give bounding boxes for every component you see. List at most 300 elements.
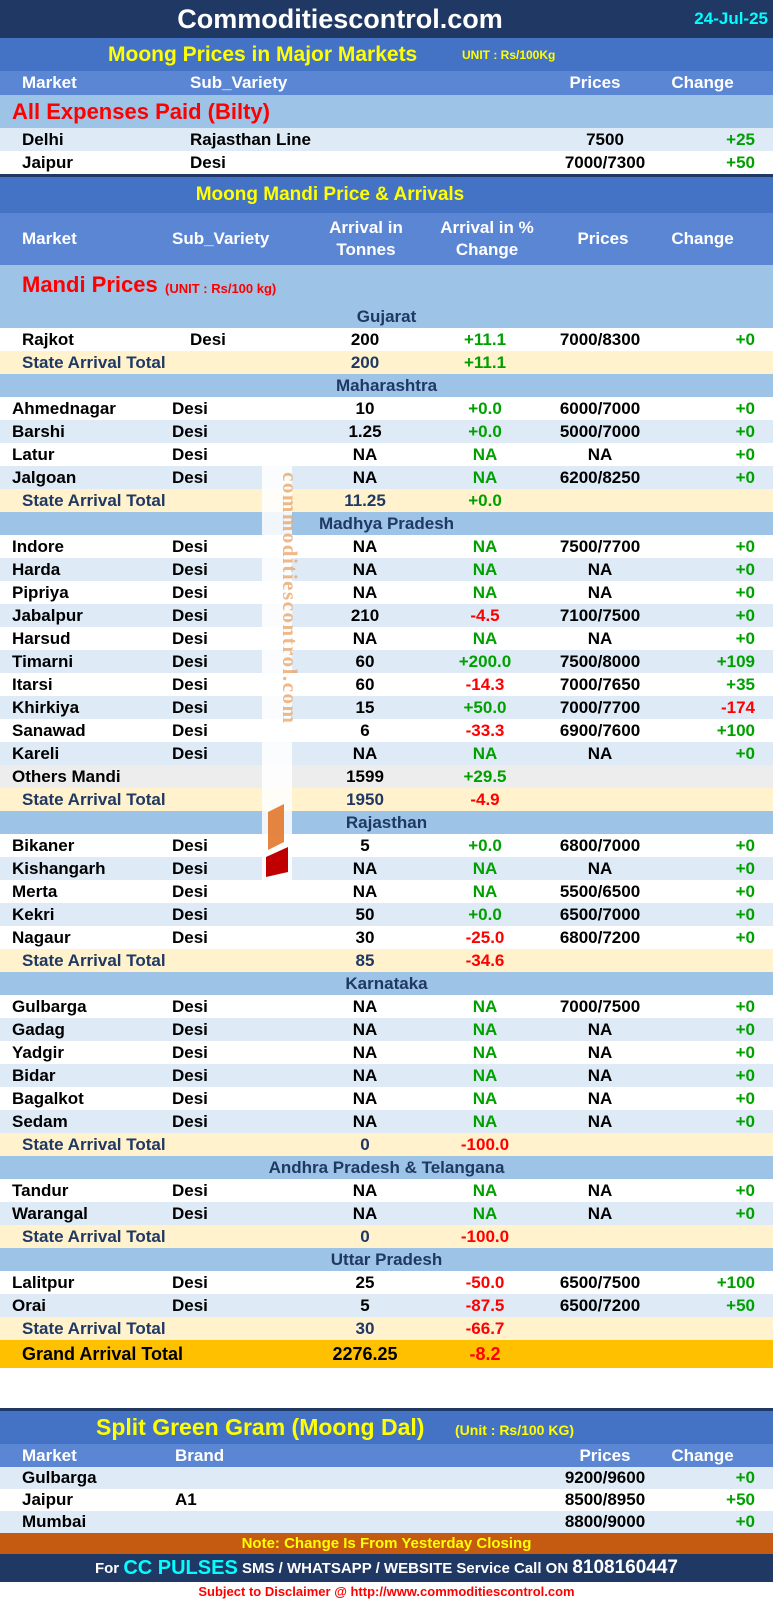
state-total-label: State Arrival Total (22, 789, 166, 809)
table-row (0, 420, 773, 443)
dal-row (0, 1511, 773, 1533)
change: +0 (735, 1512, 755, 1531)
change: +50 (726, 1490, 755, 1509)
change: +0 (735, 398, 755, 418)
market-name: Timarni (12, 651, 74, 671)
table-row (0, 1294, 773, 1317)
state-header (0, 305, 773, 328)
market-name: Orai (12, 1295, 47, 1315)
arrival-tonnes: NA (352, 1203, 378, 1223)
arrival-tonnes: NA (352, 1065, 378, 1085)
state-total-row (0, 788, 773, 811)
market-name: Kekri (12, 904, 55, 924)
price: 6800/7000 (559, 835, 641, 855)
state-total-row (0, 351, 773, 374)
state-name: Karnataka (345, 973, 428, 993)
state-name: Gujarat (356, 306, 417, 326)
table-row (0, 581, 773, 604)
market-name: Gadag (12, 1019, 65, 1039)
table-row (0, 1110, 773, 1133)
table-row (0, 1202, 773, 1225)
col-market: Market (22, 229, 77, 248)
change: +0 (735, 1203, 755, 1223)
market-name: Jabalpur (12, 605, 83, 625)
state-total-row (0, 1225, 773, 1248)
price: NA (587, 444, 613, 464)
arrival-tonnes: 11.25 (344, 490, 386, 510)
logo-icon (266, 804, 288, 877)
market-name: Tandur (12, 1180, 69, 1200)
arrival-pct: NA (472, 1180, 498, 1200)
arrival-pct: -87.5 (465, 1295, 505, 1315)
change: +0 (735, 1111, 755, 1131)
change: +0 (735, 881, 755, 901)
change: +0 (735, 444, 755, 464)
arrival-pct: -50.0 (465, 1272, 505, 1292)
market-name: Harda (12, 559, 61, 579)
arrival-pct: -4.5 (470, 605, 500, 625)
sub-variety: Desi (172, 858, 208, 878)
arrival-tonnes: NA (352, 1019, 378, 1039)
service-bar (0, 1554, 773, 1582)
arrival-tonnes: 10 (355, 398, 375, 418)
col-change: Change (671, 229, 734, 248)
price: 6000/7000 (559, 398, 641, 418)
table-row (0, 558, 773, 581)
arrival-pct: NA (472, 444, 498, 464)
arrival-pct: NA (472, 1065, 498, 1085)
disclaimer-bar (0, 1582, 773, 1600)
change: +0 (735, 858, 755, 878)
table-row (0, 857, 773, 880)
arrival-tonnes: NA (352, 444, 378, 464)
price: 5500/6500 (559, 881, 641, 901)
grand-total-arrival: 2276.25 (332, 1343, 398, 1364)
state-total-label: State Arrival Total (22, 950, 166, 970)
state-header (0, 972, 773, 995)
price: 8800/9000 (564, 1512, 646, 1531)
table-row (0, 673, 773, 696)
market-name: Pipriya (12, 582, 69, 602)
price: NA (587, 559, 613, 579)
state-total-label: State Arrival Total (22, 1318, 166, 1338)
table-row (0, 650, 773, 673)
arrival-pct: +0.0 (468, 835, 502, 855)
change: +0 (735, 605, 755, 625)
site-title[interactable]: Commoditiescontrol.com (177, 3, 503, 34)
arrival-tonnes: 30 (355, 1318, 375, 1338)
table-row (0, 1271, 773, 1294)
sub-variety: Desi (172, 1203, 208, 1223)
price: 6800/7200 (559, 927, 641, 947)
sub-variety: Desi (172, 398, 208, 418)
market-name: Gulbarga (22, 1468, 97, 1487)
state-total-label: State Arrival Total (22, 490, 166, 510)
arrival-tonnes: NA (352, 1042, 378, 1062)
sub-variety: Desi (172, 1019, 208, 1039)
brand: A1 (175, 1490, 197, 1509)
table-row (0, 1041, 773, 1064)
arrival-pct: NA (472, 1042, 498, 1062)
price: NA (587, 743, 613, 763)
change: +0 (735, 467, 755, 487)
arrival-pct: NA (472, 582, 498, 602)
arrival-pct: NA (472, 628, 498, 648)
market-name: Yadgir (12, 1042, 64, 1062)
change: +0 (735, 904, 755, 924)
service-for: For (94, 1559, 120, 1577)
sub-variety: Desi (172, 582, 208, 602)
arrival-tonnes: 25 (355, 1272, 375, 1292)
state-header (0, 1156, 773, 1179)
mandi-title-bar (0, 177, 773, 213)
change: +0 (735, 743, 755, 763)
sub-variety: Desi (172, 1088, 208, 1108)
state-header (0, 374, 773, 397)
dal-row (0, 1489, 773, 1511)
price: 6900/7600 (559, 720, 641, 740)
arrival-pct: -66.7 (465, 1318, 505, 1338)
change: +0 (735, 1019, 755, 1039)
arrival-tonnes: 210 (350, 605, 380, 625)
sub-variety: Desi (172, 536, 208, 556)
change: -174 (720, 697, 755, 717)
sub-variety: Desi (172, 605, 208, 625)
change: +0 (735, 1468, 755, 1487)
grand-total-row (0, 1340, 773, 1368)
table-row (0, 328, 773, 351)
mandi-title: Moong Mandi Price & Arrivals (195, 184, 465, 205)
table-row (0, 604, 773, 627)
price: 6200/8250 (559, 467, 641, 487)
arrival-tonnes: 30 (355, 927, 375, 947)
arrival-tonnes: 0 (360, 1226, 370, 1246)
state-total-label: State Arrival Total (22, 1134, 166, 1154)
market-name: Nagaur (12, 927, 71, 947)
arrival-tonnes: 85 (355, 950, 375, 970)
change: +0 (735, 835, 755, 855)
change: +0 (735, 996, 755, 1016)
arrival-tonnes: 5 (360, 1295, 370, 1315)
note-bar (0, 1533, 773, 1554)
arrival-pct: NA (472, 743, 498, 763)
market-name: Bikaner (12, 835, 75, 855)
market-name: Warangal (12, 1203, 88, 1223)
arrival-pct: -100.0 (460, 1226, 510, 1246)
state-total-row (0, 1317, 773, 1340)
price: NA (587, 582, 613, 602)
arrival-pct: NA (472, 536, 498, 556)
sub-variety: Desi (172, 1180, 208, 1200)
major-market-row (0, 151, 773, 174)
market-name: Kareli (12, 743, 60, 763)
change: +0 (735, 329, 755, 349)
sub-variety: Desi (172, 881, 208, 901)
market-name: Indore (12, 536, 64, 556)
table-row (0, 742, 773, 765)
market-name: Khirkiya (12, 697, 80, 717)
arrival-pct: NA (472, 1203, 498, 1223)
change: +0 (735, 559, 755, 579)
dal-title: Split Green Gram (Moong Dal) (96, 1414, 425, 1440)
state-total-label: State Arrival Total (22, 1226, 166, 1246)
arrival-pct: +0.0 (468, 398, 502, 418)
price: NA (587, 1203, 613, 1223)
market-name: Merta (12, 881, 58, 901)
change: +0 (735, 421, 755, 441)
market-name: Jaipur (22, 1490, 74, 1509)
change: +109 (716, 651, 755, 671)
sub-variety: Desi (190, 329, 226, 349)
bilty-label-row (0, 95, 773, 128)
col-change: Change (671, 73, 734, 92)
state-total-label: State Arrival Total (22, 352, 166, 372)
arrival-tonnes: NA (352, 467, 378, 487)
market-name: Latur (12, 444, 55, 464)
mandi-header (0, 213, 773, 265)
market-name: Rajkot (22, 329, 74, 349)
arrival-tonnes: 1950 (346, 789, 384, 809)
arrival-tonnes: NA (352, 1111, 378, 1131)
arrival-tonnes: 60 (355, 674, 375, 694)
price: 7000/7650 (559, 674, 641, 694)
price: NA (587, 628, 613, 648)
arrival-pct: NA (472, 996, 498, 1016)
col-prices: Prices (579, 1445, 631, 1465)
major-markets-unit: UNIT : Rs/100Kg (462, 47, 556, 62)
arrival-tonnes: 5 (360, 835, 370, 855)
change: +0 (735, 1065, 755, 1085)
sub-variety: Rajasthan Line (190, 129, 311, 149)
sub-variety: Desi (172, 835, 208, 855)
price: 9200/9600 (564, 1468, 646, 1487)
price: 7500/8000 (559, 651, 641, 671)
watermark-text: commoditiescontrol.com (278, 472, 302, 725)
state-header (0, 1248, 773, 1271)
service-line (0, 1554, 773, 1582)
price: 6500/7500 (559, 1272, 641, 1292)
arrival-pct: +50.0 (463, 697, 507, 717)
price: NA (587, 1065, 613, 1085)
state-total-row (0, 949, 773, 972)
brand (175, 1511, 325, 1533)
table-row (0, 535, 773, 558)
arrival-tonnes: NA (352, 582, 378, 602)
change: +0 (735, 628, 755, 648)
change: +0 (735, 536, 755, 556)
sub-variety: Desi (172, 651, 208, 671)
market-name: Delhi (22, 129, 64, 149)
table-row (0, 1018, 773, 1041)
sub-variety: Desi (190, 152, 226, 172)
arrival-pct: NA (472, 858, 498, 878)
col-sub-variety: Sub_Variety (190, 73, 288, 92)
state-name: Madhya Pradesh (318, 513, 455, 533)
service-brand: CC PULSES (123, 1556, 238, 1579)
sub-variety: Desi (172, 674, 208, 694)
bilty-label: All Expenses Paid (Bilty) (12, 98, 270, 124)
arrival-pct: +200.0 (458, 651, 512, 671)
sub-variety: Desi (172, 743, 208, 763)
arrival-tonnes: 50 (355, 904, 375, 924)
dal-row (0, 1467, 773, 1489)
major-markets-title: Moong Prices in Major Markets (108, 42, 418, 66)
arrival-tonnes: NA (352, 858, 378, 878)
col-prices: Prices (577, 229, 629, 248)
arrival-tonnes: 15 (355, 697, 375, 717)
change: +25 (726, 129, 755, 149)
grand-total-label: Grand Arrival Total (22, 1343, 184, 1364)
dal-title-bar (0, 1411, 773, 1444)
dal-header (0, 1444, 773, 1467)
table-row (0, 1179, 773, 1202)
sub-variety: Desi (172, 628, 208, 648)
arrival-pct: +0.0 (468, 904, 502, 924)
price: NA (587, 1111, 613, 1131)
disclaimer-link[interactable]: Subject to Disclaimer @ http://www.commoditiescontrol.com (198, 1583, 575, 1599)
state-name: Maharashtra (335, 375, 438, 395)
table-row (0, 1064, 773, 1087)
arrival-pct: NA (472, 1019, 498, 1039)
col-change: Change (671, 1445, 734, 1465)
col-sub-variety: Sub_Variety (172, 229, 270, 248)
price: 7500/7700 (559, 536, 641, 556)
arrival-tonnes: NA (352, 1180, 378, 1200)
change: +100 (716, 720, 755, 740)
col-prices: Prices (569, 73, 621, 92)
market-name: Gulbarga (12, 996, 87, 1016)
price: 7500 (586, 129, 624, 149)
state-name: Uttar Pradesh (330, 1249, 443, 1269)
price: NA (587, 1019, 613, 1039)
arrival-pct: -25.0 (465, 927, 505, 947)
table-row (0, 627, 773, 650)
market-name: Itarsi (12, 674, 53, 694)
arrival-pct: +11.1 (463, 352, 507, 372)
table-row (0, 397, 773, 420)
sub-variety: Desi (172, 559, 208, 579)
major-markets-header (0, 71, 773, 95)
price: 6500/7000 (559, 904, 641, 924)
service-phone[interactable]: 8108160447 (572, 1557, 678, 1578)
others-label: Others Mandi (12, 766, 121, 786)
sub-variety: Desi (172, 1111, 208, 1131)
sub-variety: Desi (172, 467, 208, 487)
state-header (0, 512, 773, 535)
table-row (0, 1087, 773, 1110)
price: 7100/7500 (559, 605, 641, 625)
state-name: Rajasthan (345, 812, 428, 832)
arrival-tonnes: NA (352, 559, 378, 579)
change: +0 (735, 1042, 755, 1062)
arrival-pct: NA (472, 1111, 498, 1131)
arrival-pct: -33.3 (465, 720, 505, 740)
price: 7000/7500 (559, 996, 641, 1016)
market-name: Sanawad (12, 720, 86, 740)
grand-total-pct: -8.2 (469, 1343, 501, 1364)
col-arrival-tonnes: Arrival in Tonnes (329, 218, 403, 259)
market-name: Ahmednagar (12, 398, 116, 418)
table-row (0, 466, 773, 489)
price: NA (587, 1042, 613, 1062)
price: 6500/7200 (559, 1295, 641, 1315)
col-brand: Brand (175, 1445, 225, 1465)
arrival-tonnes: 0 (360, 1134, 370, 1154)
sub-variety: Desi (172, 444, 208, 464)
arrival-tonnes: 200 (350, 352, 380, 372)
arrival-pct: NA (472, 1088, 498, 1108)
price: 7000/7300 (564, 152, 646, 172)
arrival-tonnes: NA (352, 536, 378, 556)
change: +35 (726, 674, 755, 694)
sub-variety: Desi (172, 996, 208, 1016)
price: 8500/8950 (564, 1490, 646, 1509)
change: +0 (735, 1180, 755, 1200)
arrival-tonnes: 60 (355, 651, 375, 671)
arrival-pct: +29.5 (463, 766, 507, 786)
change-note: Note: Change Is From Yesterday Closing (241, 1535, 532, 1552)
arrival-tonnes: 6 (360, 720, 370, 740)
arrival-pct: -100.0 (460, 1134, 510, 1154)
market-name: Harsud (12, 628, 71, 648)
table-row (0, 443, 773, 466)
sub-variety: Desi (172, 904, 208, 924)
sub-variety: Desi (172, 720, 208, 740)
arrival-tonnes: NA (352, 628, 378, 648)
table-row (0, 696, 773, 719)
arrival-pct: NA (472, 467, 498, 487)
arrival-pct: NA (472, 881, 498, 901)
market-name: Bidar (12, 1065, 56, 1085)
mandi-label-row (0, 265, 773, 305)
arrival-pct: NA (472, 559, 498, 579)
arrival-tonnes: NA (352, 743, 378, 763)
arrival-tonnes: 200 (350, 329, 380, 349)
price: NA (587, 1088, 613, 1108)
market-name: Lalitpur (12, 1272, 75, 1292)
mandi-unit: (UNIT : Rs/100 kg) (165, 281, 277, 296)
arrival-pct: -4.9 (470, 789, 500, 809)
major-market-row (0, 128, 773, 151)
sub-variety: Desi (172, 1295, 208, 1315)
price: NA (587, 1180, 613, 1200)
market-name: Kishangarh (12, 858, 106, 878)
arrival-tonnes: 1599 (346, 766, 384, 786)
market-name: Bagalkot (12, 1088, 84, 1108)
table-row (0, 719, 773, 742)
state-name: Andhra Pradesh & Telangana (268, 1157, 505, 1177)
change: +0 (735, 582, 755, 602)
site-header (0, 0, 773, 38)
col-market: Market (22, 73, 77, 92)
state-total-row (0, 1133, 773, 1156)
arrival-pct: +0.0 (468, 421, 502, 441)
change: +0 (735, 927, 755, 947)
change: +50 (726, 152, 755, 172)
price: 7000/7700 (559, 697, 641, 717)
market-name: Barshi (12, 421, 65, 441)
table-row (0, 903, 773, 926)
price: 7000/8300 (559, 329, 641, 349)
sub-variety: Desi (172, 927, 208, 947)
watermark (262, 462, 302, 892)
service-text: SMS / WHATSAPP / WEBSITE Service Call ON (241, 1559, 569, 1577)
brand (175, 1467, 325, 1489)
price: 5000/7000 (559, 421, 641, 441)
price: NA (587, 858, 613, 878)
col-arrival-pct: Arrival in % Change (440, 218, 534, 259)
table-row (0, 880, 773, 903)
